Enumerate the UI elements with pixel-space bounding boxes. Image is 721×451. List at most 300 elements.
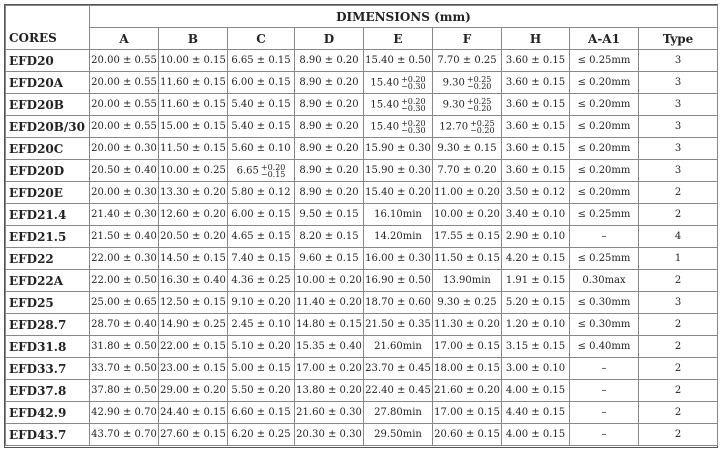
cell-value: 18.00 ± 0.15 (434, 363, 500, 374)
cell-value: 8.90 ± 0.20 (299, 77, 359, 88)
cell-value: 21.60min (374, 341, 422, 352)
tolerance-upper: +0.25 (470, 118, 495, 128)
dimension-cell-a (90, 314, 159, 336)
cell-value: 27.80min (374, 407, 422, 418)
cell-value: 43.70 ± 0.70 (91, 429, 157, 440)
cell-value: 3.00 ± 0.10 (505, 363, 566, 374)
dimension-cell-a (90, 204, 159, 226)
cell-value: 14.90 ± 0.25 (160, 319, 226, 330)
tolerance-upper: +0.20 (401, 74, 426, 84)
core-name-cell: EFD42.9 (6, 402, 90, 424)
dimension-cell-f (433, 204, 502, 226)
cell-value: 11.60 ± 0.15 (160, 77, 226, 88)
dimension-cell-h (502, 270, 570, 292)
dimension-cell-e (364, 116, 433, 138)
dimension-cell-c (228, 94, 295, 116)
cell-value: 5.20 ± 0.15 (505, 297, 566, 308)
dimension-cell-c (228, 292, 295, 314)
dimension-cell-h (502, 160, 570, 182)
table-row (6, 226, 718, 248)
tolerance-stack (470, 120, 495, 134)
dimension-cell-f (433, 116, 502, 138)
dimension-cell-f (433, 226, 502, 248)
cell-value: 5.10 ± 0.20 (231, 341, 291, 352)
column-header-type: Type (639, 28, 718, 50)
cell-value: 20.50 ± 0.40 (91, 165, 157, 176)
dimension-cell-e (364, 402, 433, 424)
table-row (6, 380, 718, 402)
cell-value: 6.65 ± 0.15 (231, 55, 291, 66)
dimension-cell-e (364, 138, 433, 160)
cell-value: 9.60 ± 0.15 (299, 253, 359, 264)
cell-value: 3 (674, 165, 682, 176)
dimension-cell-f (433, 292, 502, 314)
cell-value: 5.40 ± 0.15 (231, 99, 291, 110)
cell-value: 25.00 ± 0.65 (91, 297, 157, 308)
dimension-cell-e (364, 336, 433, 358)
cell-value: 22.00 ± 0.50 (91, 275, 157, 286)
cell-value: ≤ 0.20mm (577, 121, 631, 132)
dimension-cell-h (502, 248, 570, 270)
cell-value: 16.10min (374, 209, 422, 220)
cell-value: 23.00 ± 0.15 (160, 363, 226, 374)
dimension-cell-a1 (570, 204, 639, 226)
dimension-cell-e (364, 50, 433, 72)
tolerance-lower: −0.30 (401, 103, 426, 113)
tolerance-upper: +0.20 (260, 162, 286, 172)
cell-value: ≤ 0.25mm (577, 253, 631, 264)
dimension-cell-type (639, 270, 718, 292)
dimension-cell-c (228, 50, 295, 72)
cell-value: 11.40 ± 0.20 (296, 297, 362, 308)
dimension-cell-a (90, 336, 159, 358)
cell-value: 4.00 ± 0.15 (505, 429, 566, 440)
cell-value: 8.90 ± 0.20 (299, 143, 359, 154)
cell-value: 5.00 ± 0.15 (231, 363, 291, 374)
core-name-cell: EFD20D (6, 160, 90, 182)
cell-value: 7.70 ± 0.20 (437, 165, 497, 176)
cell-value: 0.30max (582, 275, 626, 286)
cell-value: ≤ 0.30mm (577, 319, 631, 330)
tolerance-stack (261, 164, 286, 178)
dimension-cell-d (295, 204, 364, 226)
tolerance-stack (467, 76, 492, 90)
dimension-cell-a1 (570, 94, 639, 116)
cell-value: 6.20 ± 0.25 (231, 429, 291, 440)
cell-value: 11.00 ± 0.20 (434, 187, 500, 198)
cell-value: 9.30 ± 0.15 (437, 143, 497, 154)
cell-value: 15.40 (370, 99, 400, 110)
table-row (6, 160, 718, 182)
dimensions-table-frame (4, 4, 718, 448)
cell-value: 8.20 ± 0.15 (299, 231, 359, 242)
tolerance-lower: −0.30 (401, 125, 426, 135)
cell-value: 2 (674, 407, 682, 418)
core-name-cell: EFD37.8 (6, 380, 90, 402)
dimension-cell-d (295, 50, 364, 72)
dimension-cell-c (228, 138, 295, 160)
dimension-cell-type (639, 116, 718, 138)
cell-value: 13.90min (443, 275, 491, 286)
cell-value: 3.15 ± 0.15 (505, 341, 566, 352)
dimension-cell-type (639, 424, 718, 446)
cell-value: 17.00 ± 0.20 (296, 363, 362, 374)
column-header-c: C (228, 28, 295, 50)
cell-value: 9.50 ± 0.15 (299, 209, 359, 220)
dimension-cell-a1 (570, 116, 639, 138)
dimension-cell-a (90, 402, 159, 424)
dimension-cell-a1 (570, 226, 639, 248)
dimension-cell-e (364, 424, 433, 446)
tolerance-stack (401, 76, 426, 90)
core-name-cell: EFD22 (6, 248, 90, 270)
dimension-cell-c (228, 358, 295, 380)
dimension-cell-e (364, 270, 433, 292)
cell-value: 20.60 ± 0.15 (434, 429, 500, 440)
cell-value: 3 (674, 121, 682, 132)
cell-value: – (601, 231, 607, 242)
dimension-cell-a (90, 138, 159, 160)
cell-value: 14.80 ± 0.15 (296, 319, 362, 330)
dimension-cell-f (433, 182, 502, 204)
dimension-cell-f (433, 380, 502, 402)
cell-value: 16.00 ± 0.30 (365, 253, 431, 264)
dimension-cell-d (295, 292, 364, 314)
dimension-cell-b (159, 402, 228, 424)
table-row (6, 314, 718, 336)
cell-value: 3.60 ± 0.15 (505, 77, 566, 88)
cell-value: 8.90 ± 0.20 (299, 99, 359, 110)
cell-value: 2 (674, 363, 682, 374)
dimension-cell-f (433, 314, 502, 336)
dimension-cell-type (639, 204, 718, 226)
cell-value: 31.80 ± 0.50 (91, 341, 157, 352)
core-name-cell: EFD20E (6, 182, 90, 204)
dimension-cell-e (364, 292, 433, 314)
cell-value: – (601, 429, 607, 440)
cell-value: 4 (674, 231, 682, 242)
dimension-cell-d (295, 226, 364, 248)
dimension-cell-h (502, 116, 570, 138)
cell-value: 15.40 (370, 121, 400, 132)
cell-value: 37.80 ± 0.50 (91, 385, 157, 396)
cell-value: 20.00 ± 0.30 (91, 187, 157, 198)
cell-value: 4.36 ± 0.25 (231, 275, 291, 286)
cell-value: 3.60 ± 0.15 (505, 165, 566, 176)
dimension-cell-a1 (570, 314, 639, 336)
dimension-cell-a1 (570, 292, 639, 314)
cell-value: ≤ 0.20mm (577, 187, 631, 198)
dimension-cell-d (295, 336, 364, 358)
dimension-cell-b (159, 160, 228, 182)
dimension-cell-c (228, 116, 295, 138)
dimension-cell-h (502, 380, 570, 402)
cell-value: 10.00 ± 0.25 (160, 165, 226, 176)
dimension-cell-a1 (570, 72, 639, 94)
cell-value: 13.80 ± 0.20 (296, 385, 362, 396)
cell-value: 10.00 ± 0.20 (434, 209, 500, 220)
dimension-cell-h (502, 292, 570, 314)
cell-value: 21.40 ± 0.30 (91, 209, 157, 220)
table-row (6, 94, 718, 116)
dimension-cell-a (90, 424, 159, 446)
cell-value: 18.70 ± 0.60 (365, 297, 431, 308)
table-row (6, 50, 718, 72)
cell-value: – (601, 385, 607, 396)
column-header-e: E (364, 28, 433, 50)
dimension-cell-d (295, 138, 364, 160)
dimension-cell-b (159, 116, 228, 138)
dimension-cell-e (364, 358, 433, 380)
cell-value: 3.60 ± 0.15 (505, 99, 566, 110)
table-row (6, 72, 718, 94)
dimension-cell-type (639, 160, 718, 182)
dimension-cell-f (433, 358, 502, 380)
dimension-cell-c (228, 336, 295, 358)
dimensions-header: DIMENSIONS (mm) (90, 6, 718, 28)
cell-value: 20.30 ± 0.30 (296, 429, 362, 440)
tolerance-upper: +0.20 (401, 96, 426, 106)
dimension-cell-a1 (570, 380, 639, 402)
dimension-cell-a1 (570, 160, 639, 182)
table-row (6, 402, 718, 424)
cell-value: 15.40 ± 0.20 (365, 187, 431, 198)
cell-value: 3 (674, 99, 682, 110)
cell-value: 2 (674, 319, 682, 330)
cell-value: – (601, 407, 607, 418)
dimension-cell-b (159, 204, 228, 226)
dimension-cell-c (228, 424, 295, 446)
cell-value: 7.40 ± 0.15 (231, 253, 291, 264)
cell-value: 2 (674, 209, 682, 220)
dimension-cell-b (159, 248, 228, 270)
cell-value: 8.90 ± 0.20 (299, 165, 359, 176)
dimension-cell-d (295, 402, 364, 424)
cell-value: 17.55 ± 0.15 (434, 231, 500, 242)
cell-value: 13.30 ± 0.20 (160, 187, 226, 198)
core-name-cell: EFD20 (6, 50, 90, 72)
cell-value: 22.00 ± 0.15 (160, 341, 226, 352)
tolerance-upper: +0.20 (401, 118, 426, 128)
cell-value: 3 (674, 77, 682, 88)
dimension-cell-b (159, 292, 228, 314)
dimension-cell-c (228, 270, 295, 292)
cell-value: 11.30 ± 0.20 (434, 319, 500, 330)
tolerance-lower: −0.20 (470, 125, 495, 135)
cell-value: 8.90 ± 0.20 (299, 121, 359, 132)
dimension-cell-a (90, 270, 159, 292)
dimension-cell-b (159, 226, 228, 248)
cell-value: 10.00 ± 0.15 (160, 55, 226, 66)
dimension-cell-d (295, 270, 364, 292)
cell-value: 21.50 ± 0.35 (365, 319, 431, 330)
dimension-cell-c (228, 160, 295, 182)
dimension-cell-d (295, 248, 364, 270)
dimension-cell-b (159, 94, 228, 116)
cell-value: 17.00 ± 0.15 (434, 407, 500, 418)
cell-value: 1.20 ± 0.10 (505, 319, 566, 330)
dimension-cell-type (639, 94, 718, 116)
dimension-cell-e (364, 314, 433, 336)
dimension-cell-e (364, 72, 433, 94)
dimension-cell-h (502, 204, 570, 226)
dimension-cell-h (502, 182, 570, 204)
cell-value: 8.90 ± 0.20 (299, 55, 359, 66)
table-row (6, 424, 718, 446)
column-header-d: D (295, 28, 364, 50)
cell-value: 15.90 ± 0.30 (365, 143, 431, 154)
dimension-cell-a1 (570, 270, 639, 292)
cell-value: 3.40 ± 0.10 (505, 209, 566, 220)
dimension-cell-h (502, 94, 570, 116)
cell-value: 29.50min (374, 429, 422, 440)
core-name-cell: EFD20A (6, 72, 90, 94)
cell-value: 15.00 ± 0.15 (160, 121, 226, 132)
table-row (6, 182, 718, 204)
dimension-cell-a1 (570, 336, 639, 358)
dimension-cell-c (228, 182, 295, 204)
table-row (6, 292, 718, 314)
dimension-cell-a (90, 182, 159, 204)
tolerance-stack (401, 120, 426, 134)
dimensions-table (5, 5, 718, 446)
cell-value: 20.00 ± 0.55 (91, 55, 157, 66)
dimension-cell-b (159, 138, 228, 160)
tolerance-lower: −0.15 (260, 169, 286, 179)
cell-value: 15.40 ± 0.50 (365, 55, 431, 66)
core-name-cell: EFD25 (6, 292, 90, 314)
dimension-cell-type (639, 226, 718, 248)
dimension-cell-f (433, 402, 502, 424)
column-header-f: F (433, 28, 502, 50)
dimension-cell-b (159, 358, 228, 380)
dimension-cell-a (90, 248, 159, 270)
dimension-cell-b (159, 314, 228, 336)
dimension-cell-f (433, 160, 502, 182)
cell-value: 24.40 ± 0.15 (160, 407, 226, 418)
cell-value: 3.60 ± 0.15 (505, 143, 566, 154)
dimension-cell-e (364, 94, 433, 116)
cell-value: 12.60 ± 0.20 (160, 209, 226, 220)
dimension-cell-a1 (570, 424, 639, 446)
cell-value: 2 (674, 429, 682, 440)
dimension-cell-c (228, 226, 295, 248)
dimension-cell-c (228, 248, 295, 270)
cell-value: 3 (674, 143, 682, 154)
cell-value: 22.40 ± 0.45 (365, 385, 431, 396)
cell-value: 5.80 ± 0.12 (231, 187, 291, 198)
dimension-cell-d (295, 160, 364, 182)
cell-value: 1.91 ± 0.15 (505, 275, 566, 286)
cell-value: 6.65 (236, 165, 259, 176)
dimension-cell-b (159, 424, 228, 446)
cell-value: 14.20min (374, 231, 422, 242)
cell-value: 12.70 (439, 121, 469, 132)
cell-value: 10.00 ± 0.20 (296, 275, 362, 286)
cell-value: 11.60 ± 0.15 (160, 99, 226, 110)
dimension-cell-d (295, 314, 364, 336)
dimension-cell-type (639, 182, 718, 204)
dimension-cell-d (295, 72, 364, 94)
cell-value: 3.60 ± 0.15 (505, 121, 566, 132)
cell-value: 42.90 ± 0.70 (91, 407, 157, 418)
cell-value: – (601, 363, 607, 374)
dimension-cell-h (502, 138, 570, 160)
core-name-cell: EFD43.7 (6, 424, 90, 446)
dimension-cell-type (639, 50, 718, 72)
cell-value: ≤ 0.20mm (577, 165, 631, 176)
dimension-cell-type (639, 402, 718, 424)
cell-value: 4.65 ± 0.15 (231, 231, 291, 242)
dimension-cell-e (364, 226, 433, 248)
dimension-cell-f (433, 94, 502, 116)
dimension-cell-type (639, 248, 718, 270)
core-name-cell: EFD33.7 (6, 358, 90, 380)
dimension-cell-type (639, 292, 718, 314)
dimension-cell-d (295, 116, 364, 138)
cell-value: 2.90 ± 0.10 (505, 231, 566, 242)
dimension-cell-f (433, 72, 502, 94)
cell-value: 14.50 ± 0.15 (160, 253, 226, 264)
dimension-cell-h (502, 50, 570, 72)
table-row (6, 358, 718, 380)
table-row (6, 248, 718, 270)
dimension-cell-h (502, 336, 570, 358)
dimension-cell-b (159, 50, 228, 72)
cell-value: 3.50 ± 0.12 (505, 187, 566, 198)
cell-value: 9.30 (442, 99, 465, 110)
cell-value: 23.70 ± 0.45 (365, 363, 431, 374)
table-row (6, 270, 718, 292)
core-name-cell: EFD31.8 (6, 336, 90, 358)
dimension-cell-b (159, 72, 228, 94)
cell-value: 29.00 ± 0.20 (160, 385, 226, 396)
dimension-cell-c (228, 72, 295, 94)
cell-value: ≤ 0.20mm (577, 77, 631, 88)
dimension-cell-type (639, 138, 718, 160)
dimension-cell-d (295, 182, 364, 204)
table-row (6, 204, 718, 226)
dimension-cell-h (502, 358, 570, 380)
cell-value: 15.40 (370, 77, 400, 88)
core-name-cell: EFD28.7 (6, 314, 90, 336)
cell-value: 21.50 ± 0.40 (91, 231, 157, 242)
cell-value: 2 (674, 341, 682, 352)
cell-value: 1 (674, 253, 682, 264)
cell-value: 3 (674, 55, 682, 66)
column-header-a-a1: A-A1 (570, 28, 639, 50)
dimension-cell-a (90, 292, 159, 314)
dimension-cell-e (364, 248, 433, 270)
dimension-cell-f (433, 50, 502, 72)
dimension-cell-c (228, 204, 295, 226)
cell-value: 5.50 ± 0.20 (231, 385, 291, 396)
cell-value: 9.30 (442, 77, 465, 88)
cell-value: 6.00 ± 0.15 (231, 77, 291, 88)
cell-value: 20.50 ± 0.20 (160, 231, 226, 242)
dimension-cell-e (364, 204, 433, 226)
cell-value: 6.60 ± 0.15 (231, 407, 291, 418)
cell-value: ≤ 0.25mm (577, 209, 631, 220)
dimension-cell-d (295, 424, 364, 446)
column-header-h: H (502, 28, 570, 50)
cell-value: 2 (674, 385, 682, 396)
cell-value: 15.35 ± 0.40 (296, 341, 362, 352)
cell-value: 21.60 ± 0.30 (296, 407, 362, 418)
dimension-cell-h (502, 314, 570, 336)
dimension-cell-c (228, 380, 295, 402)
tolerance-upper: +0.25 (466, 74, 492, 84)
